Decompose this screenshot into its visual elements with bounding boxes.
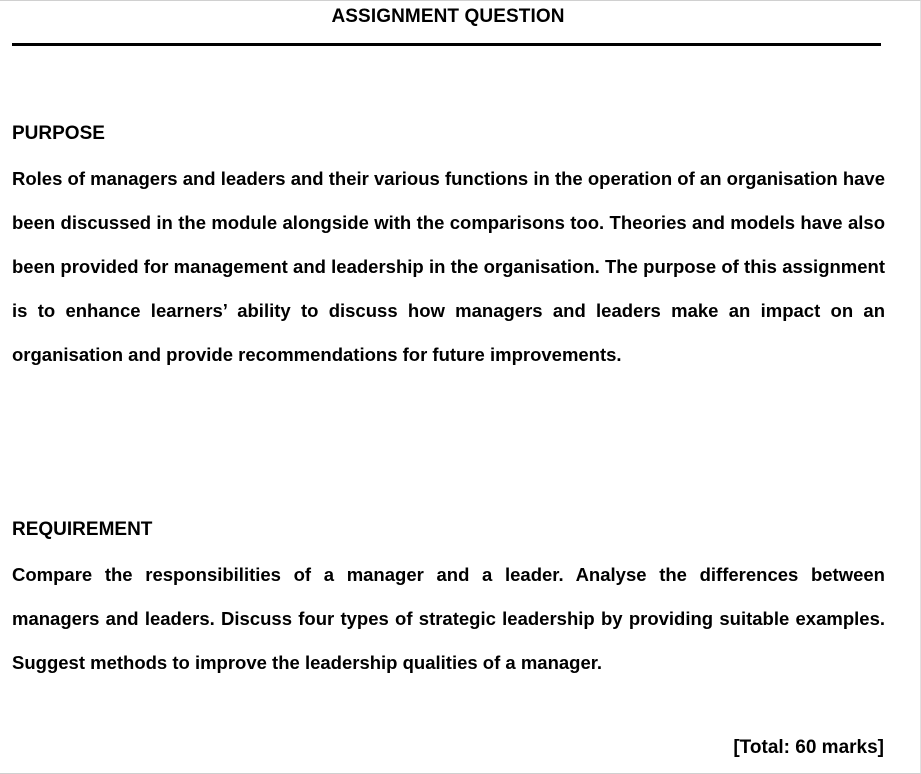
purpose-heading: PURPOSE: [12, 123, 105, 144]
page-title: ASSIGNMENT QUESTION: [331, 6, 565, 27]
requirement-heading: REQUIREMENT: [12, 519, 153, 540]
title-underline: [12, 43, 881, 46]
purpose-text: Roles of managers and leaders and their various functions in the operation of an organisation have been discussed in the module alongside with the comparisons too. Theories and models have also been provided for management and leadership in the organisation. The purpose of this assignment is to enhance learners’ ability to discuss how managers and leaders make an impact on an organisation and provide recommendations for future improvements.: [12, 168, 885, 365]
total-marks: [Total: 60 marks]: [733, 737, 884, 758]
requirement-text: Compare the responsibilities of a manager and a leader. Analyse the differences between managers and leaders. Discuss four types of strategic leadership by providing suitable examples. Suggest methods to improve the leadership qualities of a manager.: [12, 564, 885, 673]
